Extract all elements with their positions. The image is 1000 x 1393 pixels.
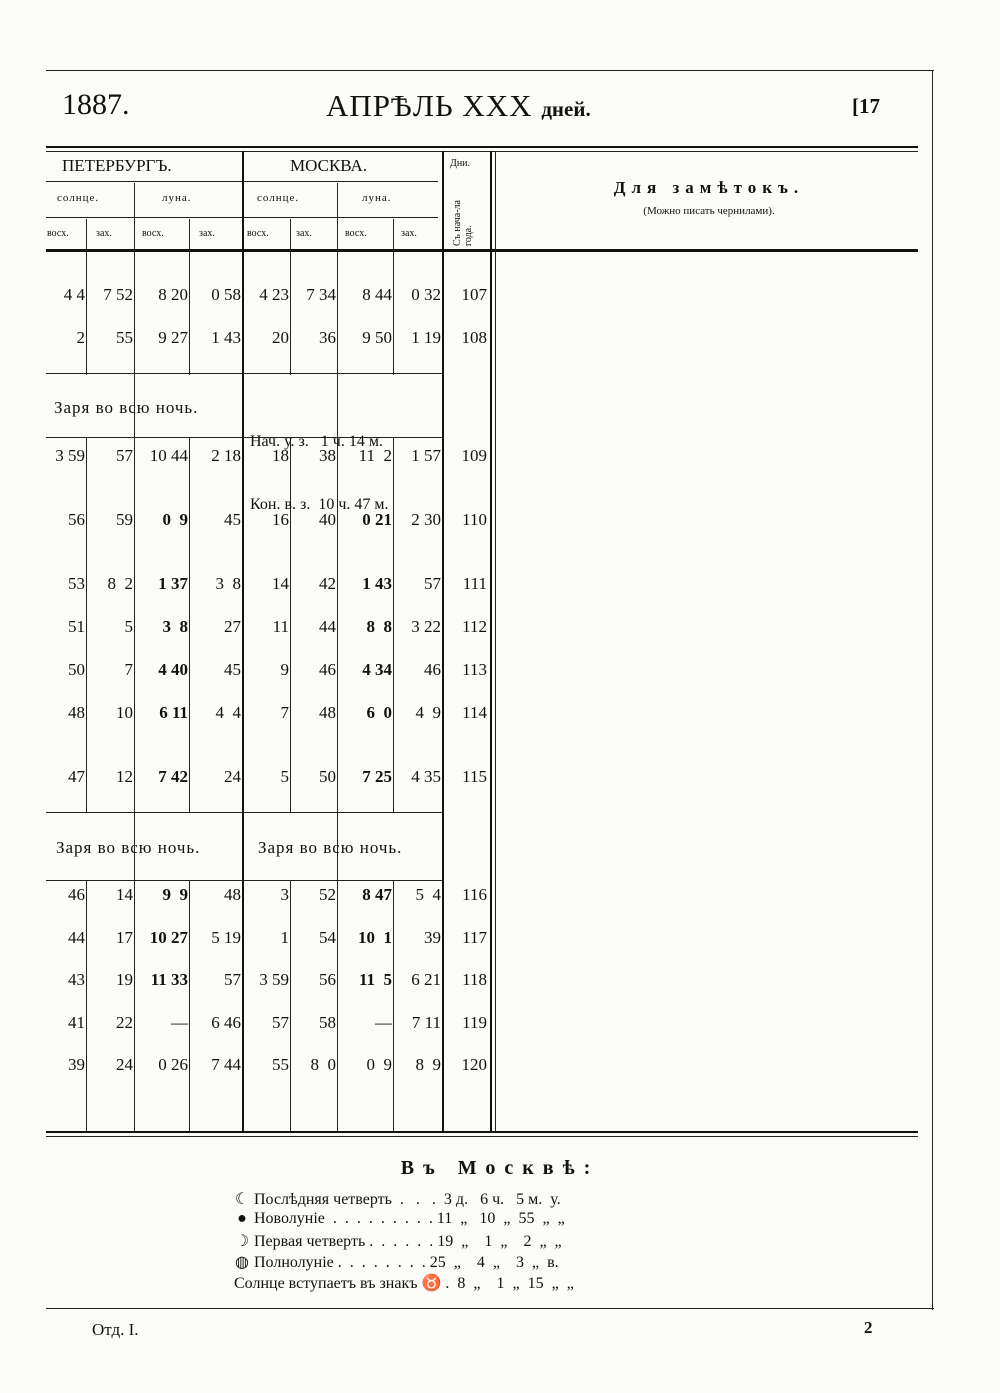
moon-phase-row [234, 1210, 565, 1228]
dawn-block-2-bottom [46, 880, 442, 881]
moscow-sunrise-cell: 18 [272, 446, 289, 465]
moon-phase-text: Новолуніе . . . . . . . . . 11 „ 10 „ 55 „ „ [254, 1210, 565, 1227]
right-border [932, 70, 933, 1310]
moscow-sunset-cell: 44 [319, 617, 336, 636]
moscow-sunset-cell: 46 [319, 660, 336, 679]
day-of-year-cell: 108 [461, 328, 487, 347]
spb-moonrise-cell: 9 27 [158, 328, 188, 347]
spb-moonset-cell: 5 19 [211, 928, 241, 947]
moon-phase-row [234, 1252, 559, 1272]
moon-phase-row [234, 1273, 574, 1293]
spb-sunset-cell: 57 [116, 446, 133, 465]
spb-sun-split-3 [86, 880, 87, 1133]
moscow-moonrise-cell: 10 1 [358, 928, 392, 947]
moscow-moonrise-cell: 4 34 [362, 660, 392, 679]
days-header: Дни. [450, 158, 471, 169]
spb-moonrise-cell: 0 9 [162, 510, 188, 529]
moscow-sunset-cell: 52 [319, 885, 336, 904]
page-reference: [17 [852, 94, 880, 118]
moscow-sunrise-cell: 14 [272, 574, 289, 593]
moscow-sunrise-cell: 5 [280, 767, 289, 786]
spb-sunrise-cell: 43 [68, 970, 85, 989]
spb-header: ПЕТЕРБУРГЪ. [62, 156, 172, 175]
notes-title: Для замѣтокъ. [613, 178, 805, 197]
moscow-moonset-cell: 5 4 [415, 885, 441, 904]
spb-sunset-cell: 24 [116, 1055, 133, 1074]
moscow-header: МОСКВА. [290, 156, 368, 175]
moscow-moon-header: луна. [362, 192, 392, 204]
spb-sun-moon-line [134, 183, 135, 1133]
spb-sunrise-cell: 2 [76, 328, 85, 347]
spb-moonrise-cell: 11 33 [150, 970, 188, 989]
moscow-moonset-header: зах. [401, 228, 417, 239]
moscow-moonset-cell: 6 21 [411, 970, 441, 989]
spb-moonrise-cell: 3 8 [162, 617, 188, 636]
header-bottom-rule [46, 249, 918, 252]
spb-sunrise-cell: 39 [68, 1055, 85, 1074]
moscow-moonset-cell: 7 11 [411, 1013, 441, 1032]
top-rule [46, 70, 934, 71]
spb-moonrise-cell: 1 37 [158, 574, 188, 593]
spb-moonrise-cell: 9 9 [162, 885, 188, 904]
moscow-moonset-cell: 0 32 [411, 285, 441, 304]
moscow-sunset-cell: 54 [319, 928, 336, 947]
moscow-dawn-note-2: Заря во всю ночь. [258, 838, 403, 857]
spb-moonrise-cell: 4 40 [158, 660, 188, 679]
spb-sunset-cell: 8 2 [107, 574, 133, 593]
moscow-sunrise-cell: 16 [272, 510, 289, 529]
moscow-sunrise-cell: 20 [272, 328, 289, 347]
spb-sunrise-cell: 47 [68, 767, 85, 786]
first-quarter-icon: ☽ [234, 1233, 250, 1250]
moscow-phases-title: Въ Москвѣ: [400, 1157, 600, 1179]
spb-sunset-cell: 5 [124, 617, 133, 636]
moscow-moonrise-header: восх. [345, 228, 367, 239]
notes-left-line-inner [495, 151, 496, 1133]
moscow-moonrise-cell: 0 21 [362, 510, 392, 529]
spb-moonset-cell: 24 [224, 767, 241, 786]
header-top-rule [46, 146, 918, 148]
moscow-moonset-cell: 4 9 [415, 703, 441, 722]
day-of-year-cell: 114 [462, 703, 487, 722]
spb-sunset-cell: 19 [116, 970, 133, 989]
spb-sunrise-cell: 51 [68, 617, 85, 636]
spb-sunrise-cell: 50 [68, 660, 85, 679]
spb-sunrise-cell: 48 [68, 703, 85, 722]
moscow-sunset-cell: 48 [319, 703, 336, 722]
spb-dawn-note-1: Заря во всю ночь. [54, 398, 199, 417]
moscow-moonrise-cell: 9 50 [362, 328, 392, 347]
new-moon-icon: ● [237, 1210, 247, 1227]
spb-sunrise-cell: 56 [68, 510, 85, 529]
spb-moonset-cell: 48 [224, 885, 241, 904]
day-of-year-cell: 120 [461, 1055, 487, 1074]
spb-sunrise-cell: 53 [68, 574, 85, 593]
day-of-year-cell: 110 [462, 510, 487, 529]
moscow-sunset-cell: 7 34 [306, 285, 336, 304]
table-bottom-rule-thin [46, 1136, 918, 1137]
spb-dawn-note-2: Заря во всю ночь. [56, 838, 201, 857]
table-bottom-rule [46, 1131, 918, 1133]
day-of-year-cell: 111 [462, 574, 487, 593]
moscow-sunset-cell: 40 [319, 510, 336, 529]
day-of-year-cell: 118 [462, 970, 487, 989]
moscow-moonset-cell: 3 22 [411, 617, 441, 636]
moscow-sunrise-cell: 1 [280, 928, 289, 947]
moscow-sunset-cell: 58 [319, 1013, 336, 1032]
spb-sunrise-cell: 41 [68, 1013, 85, 1032]
notes-subtitle: (Можно писать чернилами). [643, 205, 775, 217]
spb-sunset-header: зах. [96, 228, 112, 239]
notes-left-line [490, 151, 492, 1133]
moscow-moonset-cell: 39 [424, 928, 441, 947]
spb-sunset-cell: 7 52 [103, 285, 133, 304]
moscow-sunset-cell: 42 [319, 574, 336, 593]
moscow-moonset-cell: 1 57 [411, 446, 441, 465]
spb-moonrise-cell: 6 11 [159, 703, 188, 722]
spb-sunset-cell: 59 [116, 510, 133, 529]
day-of-year-cell: 117 [462, 928, 487, 947]
moon-phase-text: Первая четверть . . . . . . 19 „ 1 „ 2 „ „ [254, 1233, 562, 1250]
spb-moonset-cell: 7 44 [211, 1055, 241, 1074]
moscow-moonrise-cell: 6 0 [366, 703, 392, 722]
day-of-year-cell: 119 [462, 1013, 487, 1032]
spb-moonset-cell: 45 [224, 660, 241, 679]
spb-moonset-cell: 57 [224, 970, 241, 989]
moscow-twilight-end: Кон. в. з. 10 ч. 47 м. [250, 496, 389, 513]
dawn-block-2-top [46, 812, 442, 813]
spb-moonrise-header: восх. [142, 228, 164, 239]
month-title: АПРѢЛЬ XXX дней. [326, 88, 591, 123]
section-label: Отд. I. [92, 1320, 139, 1339]
spb-sunrise-cell: 44 [68, 928, 85, 947]
moscow-moonset-cell: 57 [424, 574, 441, 593]
moscow-sun-header: солнце. [257, 192, 300, 204]
spb-moonset-header: зах. [199, 228, 215, 239]
moscow-moonrise-cell: 1 43 [362, 574, 392, 593]
moscow-moonset-cell: 1 19 [411, 328, 441, 347]
day-of-year-cell: 112 [462, 617, 487, 636]
spb-sunset-cell: 22 [116, 1013, 133, 1032]
last-quarter-icon: ☾ [234, 1191, 250, 1208]
moscow-sunrise-cell: 57 [272, 1013, 289, 1032]
day-of-year-cell: 115 [462, 767, 487, 786]
moscow-sunrise-cell: 3 [280, 885, 289, 904]
spb-sunset-cell: 7 [124, 660, 133, 679]
spb-moonset-cell: 3 8 [215, 574, 241, 593]
spb-moonset-cell: 6 46 [211, 1013, 241, 1032]
moscow-sunset-cell: 56 [319, 970, 336, 989]
spb-sunset-cell: 17 [116, 928, 133, 947]
moscow-moonrise-cell: — [375, 1013, 392, 1032]
spb-moonset-cell: 0 58 [211, 285, 241, 304]
moscow-sunset-header: зах. [296, 228, 312, 239]
moscow-moonrise-cell: 11 2 [358, 446, 392, 465]
moscow-moonset-cell: 46 [424, 660, 441, 679]
spb-moonrise-cell: 10 44 [149, 446, 188, 465]
spb-moonset-cell: 4 4 [215, 703, 241, 722]
moscow-sunrise-cell: 9 [280, 660, 289, 679]
spb-moonrise-cell: 0 26 [158, 1055, 188, 1074]
day-of-year-cell: 116 [462, 885, 487, 904]
moscow-moonrise-cell: 8 44 [362, 285, 392, 304]
moscow-sunrise-cell: 11 [272, 617, 289, 636]
moscow-sunset-cell: 38 [319, 446, 336, 465]
moscow-sun-moon-line [337, 183, 338, 1133]
moon-phase-text: Полнолуніе . . . . . . . . 25 „ 4 „ 3 „ в. [254, 1254, 559, 1271]
spb-sunrise-cell: 4 4 [63, 285, 85, 304]
moscow-moonrise-cell: 7 25 [362, 767, 392, 786]
spb-moonset-cell: 27 [224, 617, 241, 636]
spb-moonrise-cell: — [171, 1013, 188, 1032]
day-of-year-cell: 107 [461, 285, 487, 304]
day-of-year-cell: 113 [462, 660, 487, 679]
moon-phase-text: Послѣдняя четверть . . . 3 д. 6 ч. 5 м. у. [254, 1191, 561, 1208]
moscow-sunset-cell: 8 0 [310, 1055, 336, 1074]
header-top-rule-thin [46, 151, 918, 152]
day-of-year-cell: 109 [461, 446, 487, 465]
moscow-moonrise-cell: 11 5 [358, 970, 392, 989]
msk-sun-split-3 [290, 880, 291, 1133]
moscow-sunrise-cell: 4 23 [259, 285, 289, 304]
moon-phase-row [234, 1189, 561, 1209]
spb-moonset-cell: 2 18 [211, 446, 241, 465]
footer-rule [46, 1308, 934, 1309]
page-number: 2 [864, 1318, 873, 1337]
spb-sunrise-header: восх. [47, 228, 69, 239]
moscow-sunrise-cell: 55 [272, 1055, 289, 1074]
spb-moonset-cell: 1 43 [211, 328, 241, 347]
spb-sunset-cell: 10 [116, 703, 133, 722]
moscow-moonset-cell: 8 9 [415, 1055, 441, 1074]
moscow-sunrise-header: восх. [247, 228, 269, 239]
moscow-moonrise-cell: 0 9 [366, 1055, 392, 1074]
moscow-moonrise-cell: 8 8 [366, 617, 392, 636]
full-moon-icon: ◍ [235, 1254, 249, 1271]
moscow-moonrise-cell: 8 47 [362, 885, 392, 904]
moscow-moonset-cell: 4 35 [411, 767, 441, 786]
moscow-sunset-cell: 50 [319, 767, 336, 786]
spb-moon-header: луна. [162, 192, 192, 204]
spb-sunrise-cell: 3 59 [55, 446, 85, 465]
moscow-moonset-cell: 2 30 [411, 510, 441, 529]
moon-phase-text: Солнце вступаетъ въ знакъ ♉ . 8 „ 1 „ 15 „ „ [234, 1275, 574, 1292]
dawn-block-1-top [46, 373, 442, 374]
spb-moon-split-3 [189, 880, 190, 1133]
moon-phase-row [234, 1231, 562, 1251]
moscow-sunrise-cell: 7 [280, 703, 289, 722]
spb-moonset-cell: 45 [224, 510, 241, 529]
spb-sunset-cell: 12 [116, 767, 133, 786]
moscow-sunrise-cell: 3 59 [259, 970, 289, 989]
spb-sunrise-cell: 46 [68, 885, 85, 904]
spb-sun-header: солнце. [57, 192, 100, 204]
spb-moonrise-cell: 7 42 [158, 767, 188, 786]
spb-sunset-cell: 55 [116, 328, 133, 347]
moscow-sunset-cell: 36 [319, 328, 336, 347]
year: 1887. [62, 88, 130, 121]
days-from-year-start-header: Съ нача-ла года. [452, 200, 474, 246]
spb-moonrise-cell: 8 20 [158, 285, 188, 304]
spb-sunset-cell: 14 [116, 885, 133, 904]
spb-moonrise-cell: 10 27 [149, 928, 188, 947]
moscow-twilight-begin: Нач. у. з. 1 ч. 14 м. [250, 433, 383, 450]
msk-moon-split-3 [393, 880, 394, 1133]
